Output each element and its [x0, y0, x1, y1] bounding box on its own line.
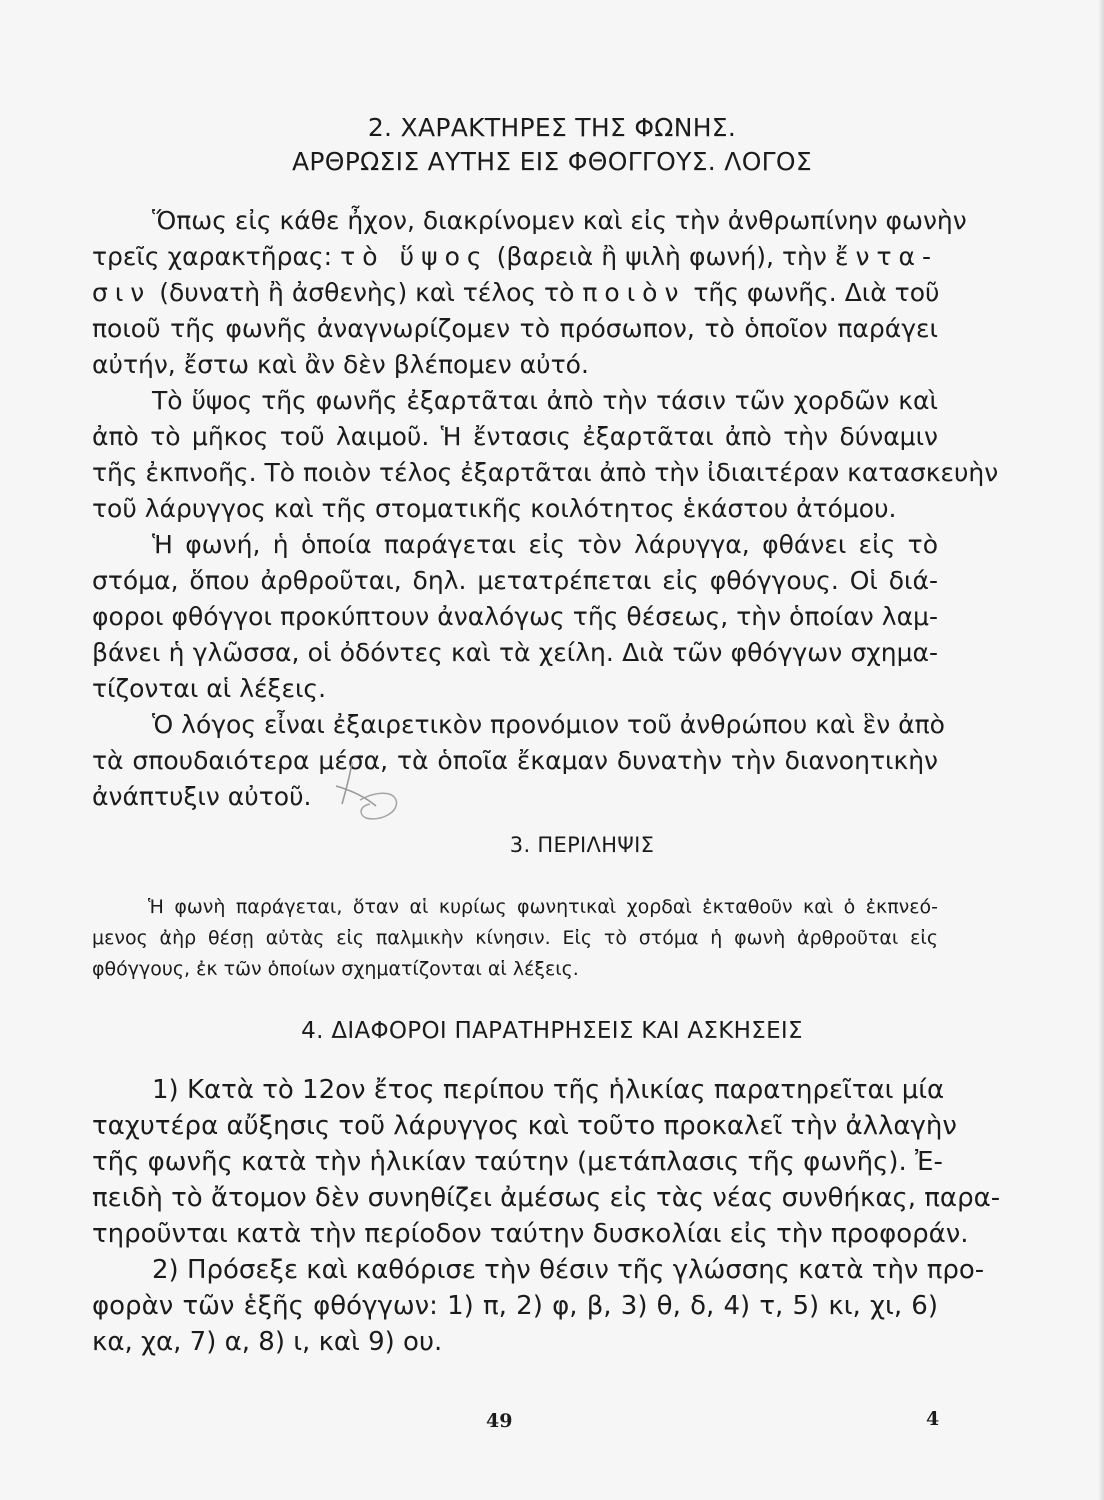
emphasis-hypsos: τὸ ὕψος: [340, 242, 489, 271]
text-segment: τῆς φωνῆς. Διὰ τοῦ: [693, 278, 940, 307]
section-2-title-line-1: 2. ΧΑΡΑΚΤΗΡΕΣ ΤΗΣ ΦΩΝΗΣ.: [367, 113, 737, 142]
paragraph-1-line-1: Ὅπως εἰς κάθε ἦχον, διακρίνομεν καὶ εἰς τὴν ἀνθρωπίνην φωνὴν: [152, 206, 967, 235]
section-3-title: 3. ΠΕΡΙΛΗΨΙΣ: [509, 833, 655, 857]
text-segment: τρεῖς χαρακτῆρας:: [92, 242, 333, 271]
summary-line-2: μενος ἀὴρ θέσῃ αὐτὰς εἰς παλμικὴν κίνησιν. Εἰς τὸ στόμα ἡ φωνὴ ἀρθροῦται εἰς: [92, 927, 938, 949]
exercise-1-line-5: τηροῦνται κατὰ τὴν περίοδον ταύτην δυσκολίαι εἰς τὴν προφοράν.: [92, 1219, 969, 1249]
paragraph-4-line-2: τὰ σπουδαιότερα μέσα, τὰ ὁποῖα ἔκαμαν δυνατὴν τὴν διανοητικὴν: [92, 746, 938, 775]
paragraph-3-line-1: Ἡ φωνή, ἡ ὁποία παράγεται εἰς τὸν λάρυγγα, φθάνει εἰς τὸ: [152, 530, 938, 559]
exercise-2-line-3: κα, χα, 7) α, 8) ι, καὶ 9) ου.: [92, 1327, 443, 1357]
signature-mark: 4: [926, 1408, 940, 1430]
summary-line-3: φθόγγους, ἐκ τῶν ὁποίων σχηματίζονται αἱ λέξεις.: [92, 958, 579, 980]
paragraph-4-line-1: Ὁ λόγος εἶναι ἐξαιρετικὸν προνόμιον τοῦ ἀνθρώπου καὶ ἓν ἀπὸ: [152, 710, 945, 739]
paragraph-1-line-4: ποιοῦ τῆς φωνῆς ἀναγνωρίζομεν τὸ πρόσωπον, τὸ ὁποῖον παράγει: [92, 314, 938, 343]
paragraph-2-line-4: τοῦ λάρυγγος καὶ τῆς στοματικῆς κοιλότητος ἑκάστου ἀτόμου.: [92, 494, 897, 523]
exercise-1-line-3: τῆς φωνῆς κατὰ τὴν ἡλικίαν ταύτην (μετάπλασις τῆς φωνῆς). Ἐ-: [92, 1147, 943, 1177]
paragraph-1-line-3: [92, 276, 938, 310]
exercise-1-line-4: πειδὴ τὸ ἄτομον δὲν συνηθίζει ἀμέσως εἰς τὰς νέας συνθήκας, παρα-: [92, 1183, 1001, 1213]
exercise-1-line-2: ταχυτέρα αὔξησις τοῦ λάρυγγος καὶ τοῦτο προκαλεῖ τὴν ἀλλαγὴν: [92, 1111, 957, 1141]
exercise-1-line-1: 1) Κατὰ τὸ 12ον ἔτος περίπου τῆς ἡλικίας παρατηρεῖται μία: [152, 1075, 945, 1105]
emphasis-entasis-end: σιν: [92, 278, 152, 307]
page-number: 49: [486, 1410, 513, 1432]
text-segment: (βαρειὰ ἢ ψιλὴ φωνή), τὴν: [496, 242, 827, 271]
paragraph-3-line-5: τίζονται αἱ λέξεις.: [92, 674, 327, 703]
paragraph-1-line-2: [92, 240, 938, 274]
paragraph-3-line-4: βάνει ἡ γλῶσσα, οἱ ὀδόντες καὶ τὰ χείλη. Διὰ τῶν φθόγγων σχημα-: [92, 638, 938, 667]
paragraph-2-line-2: ἀπὸ τὸ μῆκος τοῦ λαιμοῦ. Ἡ ἔντασις ἐξαρτᾶται ἀπὸ τὴν δύναμιν: [92, 422, 938, 451]
paragraph-2-line-1: Τὸ ὕψος τῆς φωνῆς ἐξαρτᾶται ἀπὸ τὴν τάσιν τῶν χορδῶν καὶ: [152, 386, 938, 415]
summary-line-1: Ἡ φωνὴ παράγεται, ὅταν αἱ κυρίως φωνητικαὶ χορδαὶ ἐκταθοῦν καὶ ὁ ἐκπνεό-: [148, 896, 938, 918]
paragraph-3-line-2: στόμα, ὅπου ἀρθροῦται, δηλ. μετατρέπεται εἰς φθόγγους. Οἱ διά-: [92, 566, 938, 595]
emphasis-poion: ποιὸν: [582, 278, 686, 307]
paragraph-1-line-5: αὐτήν, ἔστω καὶ ἂν δὲν βλέπομεν αὐτό.: [92, 350, 589, 379]
section-4-title: 4. ΔΙΑΦΟΡΟΙ ΠΑΡΑΤΗΡΗΣΕΙΣ ΚΑΙ ΑΣΚΗΣΕΙΣ: [301, 1018, 803, 1044]
paragraph-2-line-3: τῆς ἐκπνοῆς. Τὸ ποιὸν τέλος ἐξαρτᾶται ἀπὸ τὴν ἰδιαιτέραν κατασκευὴν: [92, 458, 999, 487]
emphasis-entasis: ἔντα-: [835, 242, 939, 271]
exercise-2-line-1: 2) Πρόσεξε καὶ καθόρισε τὴν θέσιν τῆς γλώσσης κατὰ τὴν προ-: [152, 1255, 985, 1285]
exercise-2-line-2: φορὰν τῶν ἑξῆς φθόγγων: 1) π, 2) φ, β, 3) θ, δ, 4) τ, 5) κι, χι, 6): [92, 1291, 938, 1321]
section-2-title-line-2: ΑΡΘΡΩΣΙΣ ΑΥΤΗΣ ΕΙΣ ΦΘΟΓΓΟΥΣ. ΛΟΓΟΣ: [292, 147, 812, 176]
paragraph-3-line-3: φοροι φθόγγοι προκύπτουν ἀναλόγως τῆς θέσεως, τὴν ὁποίαν λαμ-: [92, 602, 938, 631]
paragraph-4-line-3: ἀνάπτυξιν αὐτοῦ.: [92, 782, 312, 811]
text-segment: (δυνατὴ ἢ ἀσθενὴς) καὶ τέλος τὸ: [159, 278, 575, 307]
